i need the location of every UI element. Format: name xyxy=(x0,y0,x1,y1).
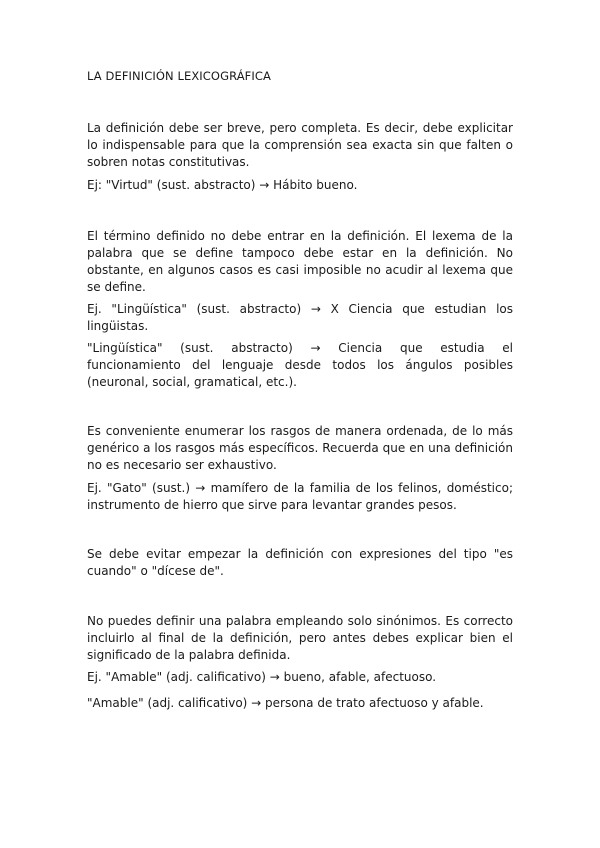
paragraph-synonyms-rule: No puedes definir una palabra empleando solo sinónimos. Es correcto incluirlo al final de la definición, pero antes debes explicar bien el significado de la palabra definida. xyxy=(87,614,513,662)
example-virtud: Ej: "Virtud" (sust. abstracto) → Hábito bueno. xyxy=(87,178,358,192)
paragraph-no-term-rule: El término definido no debe entrar en la definición. El lexema de la palabra que se define tampoco debe estar en la definición. No obstante, en algunos casos es casi imposible no acudir al lexema que se define. xyxy=(87,229,513,294)
example-amable-wrong: Ej. "Amable" (adj. calificativo) → bueno, afable, afectuoso. xyxy=(87,670,437,684)
paragraph-avoid-expressions-rule: Se debe evitar empezar la definición con expresiones del tipo "es cuando" o "dícese de". xyxy=(87,547,513,578)
example-linguistica-right: "Lingüística" (sust. abstracto) → Ciencia que estudia el funcionamiento del lenguaje desde todos los ángulos posibles (neuronal, social, gramatical, etc.). xyxy=(87,341,513,389)
example-gato: Ej. "Gato" (sust.) → mamífero de la familia de los felinos, doméstico; instrumento de hierro que sirve para levantar grandes pesos. xyxy=(87,481,513,512)
document-title: LA DEFINICIÓN LEXICOGRÁFICA xyxy=(87,69,271,83)
example-amable-right: "Amable" (adj. calificativo) → persona de trato afectuoso y afable. xyxy=(87,696,484,710)
paragraph-order-rule: Es conveniente enumerar los rasgos de manera ordenada, de lo más genérico a los rasgos más específicos. Recuerda que en una definición no es necesario ser exhaustivo. xyxy=(87,424,513,472)
example-linguistica-wrong: Ej. "Lingüística" (sust. abstracto) → X Ciencia que estudian los lingüistas. xyxy=(87,302,513,333)
paragraph-brevity-rule: La definición debe ser breve, pero completa. Es decir, debe explicitar lo indispensable para que la comprensión sea exacta sin que falten o sobren notas constitutivas. xyxy=(87,121,513,169)
